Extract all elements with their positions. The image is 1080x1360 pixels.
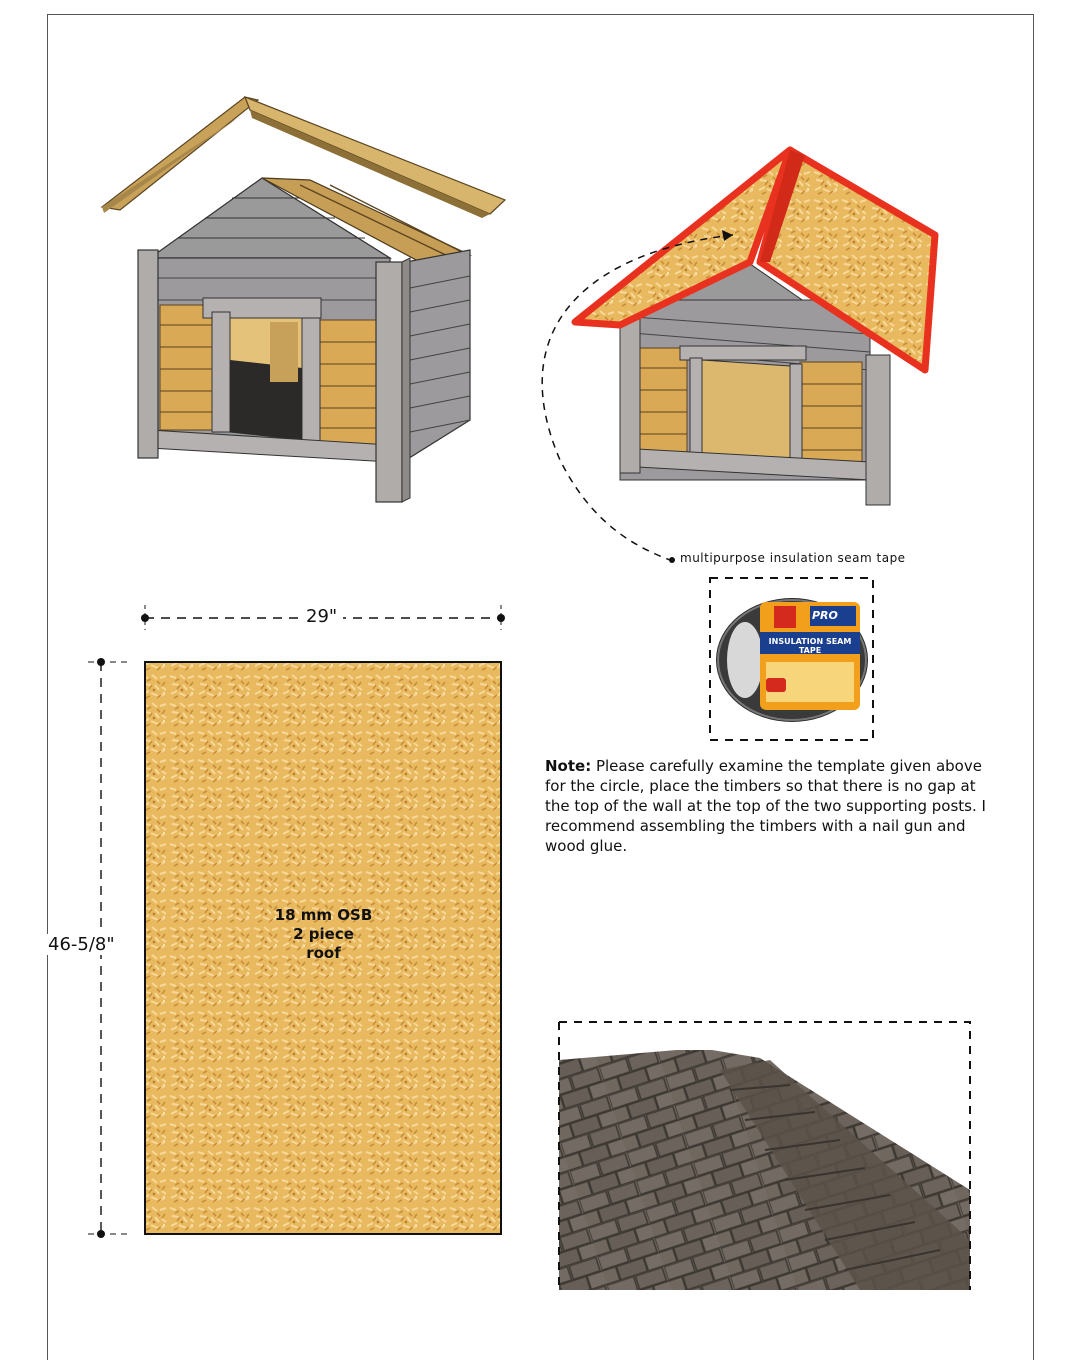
doghouse-taped-roof [575,150,935,505]
assembly-note [545,756,990,856]
note-body: Please carefully examine the template given above for the circle, place the timbers so that there is no gap at the top of the wall at the top of the two supporting posts. I recommend assembling the timbers with a nail gun and wood glue. [545,757,986,855]
tape-callout-label: multipurpose insulation seam tape [680,551,906,565]
insulation-tape-roll-image [716,598,868,722]
doghouse-exploded-view [102,97,505,502]
osb-panel-label [145,906,502,963]
osb-label-line3: roof [306,944,341,962]
roof-shingles-image [559,1022,970,1290]
width-dimension-label: 29" [300,606,343,627]
height-dimension-label: 46-5/8" [48,934,115,955]
osb-label-line2: 2 piece [293,925,354,943]
osb-label-line1: 18 mm OSB [274,906,373,924]
note-prefix: Note: [545,757,592,775]
tape-brand-text: PRO [812,609,838,622]
callout-dot [669,557,675,563]
tape-product-name: INSULATION SEAM TAPE [768,637,852,655]
